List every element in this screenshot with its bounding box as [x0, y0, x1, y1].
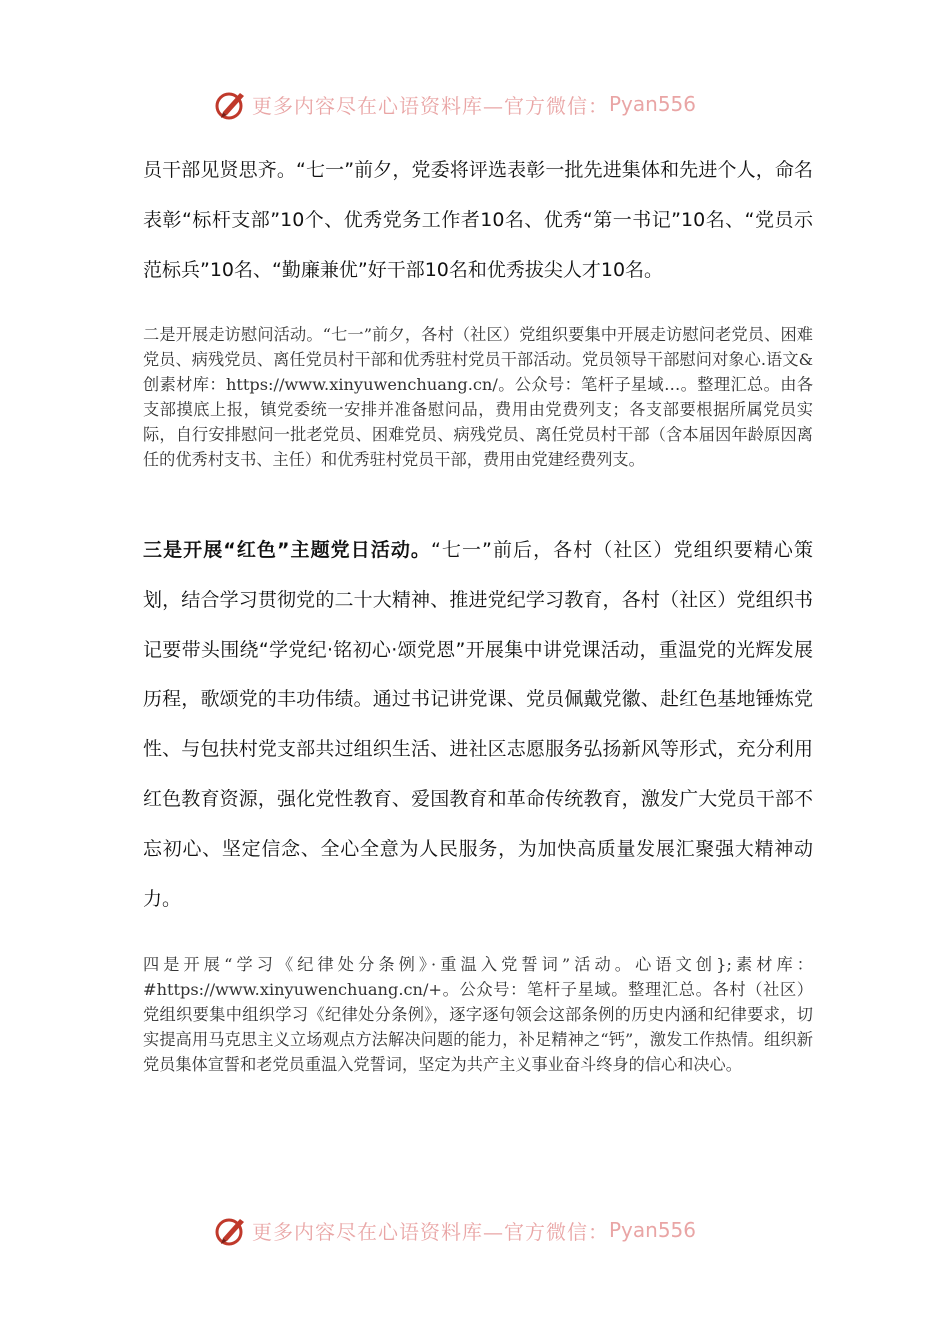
pen-logo-icon [214, 1213, 248, 1247]
paragraph-red-theme-day [143, 526, 813, 924]
paragraph-visits: 二是开展走访慰问活动。“七一”前夕，各村（社区）党组织要集中开展走访慰问老党员、困难党员、病残党员、离任党员村干部和优秀驻村党员干部活动。党员领导干部慰问对象心.语文&创素材库：https://www.xinyuwenchuang.cn/。公众号：笔杆子星域…。整理汇总。由各支部摸底上报，镇党委统一安排并准备慰问品，费用由党费列支；各支部要根据所属党员实际，自行安排慰问一批老党员、困难党员、病残党员、离任党员村干部（含本届因年龄原因离任的优秀村支书、主任）和优秀驻村党员干部，费用由党建经费列支。 [143, 325, 813, 469]
paragraph-red-theme-lead: 三是开展“红色”主题党日活动。 [143, 539, 431, 561]
watermark-wechat-id: Pyan556 [608, 92, 696, 116]
watermark-text: 更多内容尽在心语资料库—官方微信： [251, 93, 609, 118]
watermark-text: 更多内容尽在心语资料库—官方微信： [251, 1219, 609, 1244]
pen-logo-icon [214, 87, 248, 121]
footer-watermark [0, 1210, 950, 1250]
header-watermark [0, 84, 950, 124]
watermark-wechat-id: Pyan556 [608, 1218, 696, 1242]
paragraph-red-theme-body: “七一”前后，各村（社区）党组织要精心策划，结合学习贯彻党的二十大精神、推进党纪学习教育，各村（社区）党组织书记要带头围绕“学党纪·铭初心·颂党恩”开展集中讲党课活动，重温党的光辉发展历程，歌颂党的丰功伟绩。通过书记讲党课、党员佩戴党徽、赴红色基地锤炼党性、与包扶村党支部共过组织生活、进社区志愿服务弘扬新风等形式，充分利用红色教育资源，强化党性教育、爱国教育和革命传统教育，激发广大党员干部不忘初心、坚定信念、全心全意为人民服务，为加快高质量发展汇聚强大精神动力。 [143, 539, 813, 910]
paragraph-discipline-study: 四是开展“学习《纪律处分条例》·重温入党誓词”活动。心语文创};素材库：#https://www.xinyuwenchuang.cn/+。公众号：笔杆子星域。整理汇总。各村（社区）党组织要集中组织学习《纪律处分条例》，逐字逐句领会这部条例的历史内涵和纪律要求，切实提高用马克思主义立场观点方法解决问题的能力，补足精神之“钙”，激发工作热情。组织新党员集体宣誓和老党员重温入党誓词，坚定为共产主义事业奋斗终身的信心和决心。 [143, 955, 813, 1074]
paragraph-commendation: 员干部见贤思齐。“七一”前夕，党委将评选表彰一批先进集体和先进个人，命名表彰“标杆支部”10个、优秀党务工作者10名、优秀“第一书记”10名、“党员示范标兵”10名、“勤廉兼优”好干部10名和优秀拔尖人才10名。 [143, 159, 813, 281]
